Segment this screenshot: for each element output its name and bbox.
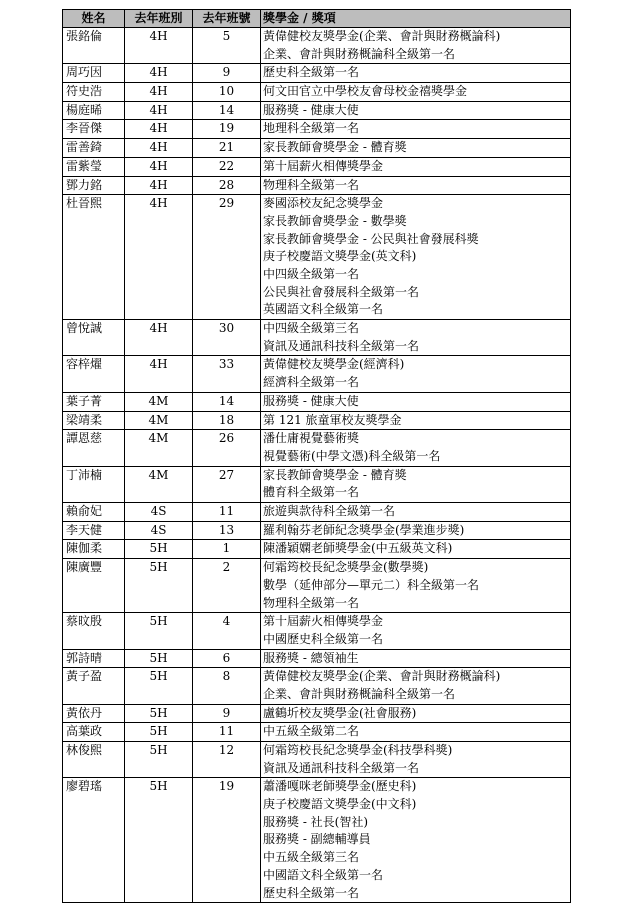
- table-body: [63, 28, 571, 903]
- student-name: 雷善錡: [63, 139, 125, 158]
- last-year-number: 5: [193, 28, 261, 64]
- award-cell: [261, 430, 571, 466]
- award-item: 中國語文科全級第一名: [263, 867, 384, 882]
- award-item: 羅利翰芬老師紀念獎學金(學業進步獎): [263, 522, 465, 537]
- award-item: 英國語文科全級第一名: [263, 302, 384, 317]
- student-name: 陳伽柔: [63, 540, 125, 559]
- table-row: [63, 430, 571, 466]
- award-item: 家長教師會獎學金 - 體育獎: [263, 467, 407, 482]
- award-item: 蕭潘嘎咪老師獎學金(歷史科): [263, 779, 417, 794]
- last-year-class: 4M: [125, 411, 193, 430]
- last-year-class: 5H: [125, 742, 193, 778]
- award-cell: [261, 503, 571, 522]
- award-list-page: [62, 9, 570, 903]
- award-cell: [261, 668, 571, 704]
- award-cell: [261, 157, 571, 176]
- award-item: 服務獎 - 健康大使: [263, 393, 359, 408]
- last-year-number: 19: [193, 778, 261, 903]
- award-item: 第 121 旅童軍校友獎學金: [263, 412, 402, 427]
- award-item: 中五級全級第三名: [263, 850, 360, 865]
- student-name: 賴俞妃: [63, 503, 125, 522]
- award-item: 物理科全級第一名: [263, 595, 360, 610]
- award-cell: [261, 742, 571, 778]
- table-row: [63, 176, 571, 195]
- award-cell: [261, 649, 571, 668]
- last-year-class: 5H: [125, 668, 193, 704]
- award-item: 歷史科全級第一名: [263, 65, 360, 80]
- header-number: 去年班號: [193, 10, 261, 28]
- table-row: [63, 559, 571, 613]
- student-name: 符史浩: [63, 83, 125, 102]
- table-row: [63, 101, 571, 120]
- last-year-class: 5H: [125, 613, 193, 649]
- last-year-number: 14: [193, 101, 261, 120]
- last-year-number: 14: [193, 392, 261, 411]
- award-item: 何文田官立中學校友會母校金禧獎學金: [263, 84, 468, 99]
- last-year-number: 26: [193, 430, 261, 466]
- award-item: 數學（延伸部分—單元二）科全級第一名: [263, 577, 480, 592]
- last-year-number: 22: [193, 157, 261, 176]
- last-year-class: 5H: [125, 540, 193, 559]
- table-row: [63, 28, 571, 64]
- last-year-number: 19: [193, 120, 261, 139]
- last-year-class: 4H: [125, 139, 193, 158]
- last-year-number: 4: [193, 613, 261, 649]
- last-year-class: 5H: [125, 559, 193, 613]
- last-year-number: 29: [193, 195, 261, 320]
- award-item: 盧鶴圻校友獎學金(社會服務): [263, 705, 417, 720]
- last-year-class: 4M: [125, 466, 193, 502]
- table-row: [63, 139, 571, 158]
- award-cell: [261, 540, 571, 559]
- last-year-class: 4H: [125, 195, 193, 320]
- award-item: 黃偉健校友獎學金(企業、會計與財務概論科): [263, 669, 501, 684]
- award-item: 公民與社會發展科全級第一名: [263, 284, 420, 299]
- last-year-class: 4H: [125, 320, 193, 356]
- student-name: 高葉政: [63, 723, 125, 742]
- award-cell: [261, 778, 571, 903]
- student-name: 梁靖柔: [63, 411, 125, 430]
- award-cell: [261, 411, 571, 430]
- last-year-class: 4M: [125, 392, 193, 411]
- award-item: 資訊及通訊科技科全級第一名: [263, 338, 420, 353]
- last-year-class: 5H: [125, 704, 193, 723]
- last-year-class: 4M: [125, 430, 193, 466]
- table-row: [63, 668, 571, 704]
- table-row: [63, 742, 571, 778]
- award-cell: [261, 356, 571, 392]
- last-year-number: 9: [193, 704, 261, 723]
- award-cell: [261, 704, 571, 723]
- award-cell: [261, 195, 571, 320]
- last-year-class: 4H: [125, 356, 193, 392]
- last-year-number: 21: [193, 139, 261, 158]
- last-year-number: 12: [193, 742, 261, 778]
- last-year-number: 2: [193, 559, 261, 613]
- table-row: [63, 320, 571, 356]
- student-name: 曾悅誠: [63, 320, 125, 356]
- last-year-number: 30: [193, 320, 261, 356]
- table-row: [63, 411, 571, 430]
- table-row: [63, 356, 571, 392]
- award-cell: [261, 723, 571, 742]
- table-row: [63, 521, 571, 540]
- last-year-number: 27: [193, 466, 261, 502]
- student-name: 雷紫瑩: [63, 157, 125, 176]
- table-row: [63, 466, 571, 502]
- award-cell: [261, 28, 571, 64]
- last-year-number: 6: [193, 649, 261, 668]
- award-item: 企業、會計與財務概論科全級第一名: [263, 46, 456, 61]
- table-row: [63, 392, 571, 411]
- table-row: [63, 613, 571, 649]
- award-item: 經濟科全級第一名: [263, 375, 360, 390]
- award-item: 何霜筠校長紀念獎學金(科技學科獎): [263, 743, 453, 758]
- last-year-number: 18: [193, 411, 261, 430]
- award-item: 資訊及通訊科技科全級第一名: [263, 760, 420, 775]
- student-name: 林俊熙: [63, 742, 125, 778]
- last-year-class: 4H: [125, 157, 193, 176]
- last-year-number: 8: [193, 668, 261, 704]
- student-name: 廖碧瑤: [63, 778, 125, 903]
- last-year-class: 4H: [125, 83, 193, 102]
- table-row: [63, 157, 571, 176]
- student-name: 張銘倫: [63, 28, 125, 64]
- table-row: [63, 704, 571, 723]
- award-item: 家長教師會獎學金 - 體育獎: [263, 140, 407, 155]
- last-year-class: 4H: [125, 101, 193, 120]
- last-year-class: 5H: [125, 723, 193, 742]
- award-item: 地理科全級第一名: [263, 121, 360, 136]
- student-name: 黃子盈: [63, 668, 125, 704]
- table-row: [63, 120, 571, 139]
- header-class: 去年班別: [125, 10, 193, 28]
- last-year-number: 33: [193, 356, 261, 392]
- award-item: 第十屆薪火相傳獎學金: [263, 614, 384, 629]
- award-cell: [261, 392, 571, 411]
- last-year-number: 10: [193, 83, 261, 102]
- last-year-number: 13: [193, 521, 261, 540]
- student-name: 蔡旼殷: [63, 613, 125, 649]
- student-name: 周巧因: [63, 64, 125, 83]
- award-cell: [261, 466, 571, 502]
- award-item: 中四級全級第一名: [263, 267, 360, 282]
- last-year-class: 4H: [125, 176, 193, 195]
- scholarship-table: [62, 9, 571, 903]
- last-year-number: 28: [193, 176, 261, 195]
- header-award: 獎學金 / 獎項: [261, 10, 571, 28]
- award-cell: [261, 83, 571, 102]
- award-item: 服務獎 - 健康大使: [263, 102, 359, 117]
- student-name: 黃依丹: [63, 704, 125, 723]
- award-item: 物理科全級第一名: [263, 177, 360, 192]
- award-item: 旅遊與款待科全級第一名: [263, 504, 396, 519]
- award-item: 家長教師會獎學金 - 數學獎: [263, 213, 407, 228]
- student-name: 李晉傑: [63, 120, 125, 139]
- student-name: 李天健: [63, 521, 125, 540]
- award-cell: [261, 120, 571, 139]
- last-year-class: 5H: [125, 778, 193, 903]
- last-year-number: 1: [193, 540, 261, 559]
- award-item: 黃偉健校友獎學金(經濟科): [263, 357, 405, 372]
- table-row: [63, 195, 571, 320]
- last-year-class: 4H: [125, 28, 193, 64]
- award-item: 庚子校慶語文獎學金(英文科): [263, 249, 417, 264]
- header-name: 姓名: [63, 10, 125, 28]
- award-item: 潘仕庸視覺藝術獎: [263, 431, 360, 446]
- student-name: 杜晉熙: [63, 195, 125, 320]
- award-item: 服務獎 - 社長(智社): [263, 814, 369, 829]
- last-year-class: 4H: [125, 120, 193, 139]
- award-item: 何霜筠校長紀念獎學金(數學獎): [263, 560, 429, 575]
- last-year-class: 4S: [125, 503, 193, 522]
- award-cell: [261, 176, 571, 195]
- last-year-number: 9: [193, 64, 261, 83]
- award-item: 家長教師會獎學金 - 公民與社會發展科獎: [263, 231, 479, 246]
- award-item: 歷史科全級第一名: [263, 885, 360, 900]
- student-name: 楊庭晞: [63, 101, 125, 120]
- table-row: [63, 649, 571, 668]
- last-year-number: 11: [193, 503, 261, 522]
- student-name: 郭詩晴: [63, 649, 125, 668]
- table-row: [63, 83, 571, 102]
- last-year-class: 4S: [125, 521, 193, 540]
- student-name: 鄧力銘: [63, 176, 125, 195]
- award-item: 黃偉健校友獎學金(企業、會計與財務概論科): [263, 29, 501, 43]
- award-cell: [261, 320, 571, 356]
- award-item: 中國歷史科全級第一名: [263, 631, 384, 646]
- table-row: [63, 503, 571, 522]
- student-name: 葉子菁: [63, 392, 125, 411]
- award-item: 體育科全級第一名: [263, 485, 360, 500]
- award-item: 中五級全級第二名: [263, 724, 360, 739]
- award-cell: [261, 101, 571, 120]
- student-name: 陳廣豐: [63, 559, 125, 613]
- table-row: [63, 64, 571, 83]
- award-cell: [261, 613, 571, 649]
- award-item: 視覺藝術(中學文憑)科全級第一名: [263, 448, 441, 463]
- award-item: 服務獎 - 總領袖生: [263, 650, 359, 665]
- table-header-row: [63, 10, 571, 28]
- award-item: 陳潘穎嫻老師獎學金(中五級英文科): [263, 541, 453, 556]
- award-item: 第十屆薪火相傳獎學金: [263, 158, 384, 173]
- student-name: 容梓燿: [63, 356, 125, 392]
- last-year-class: 4H: [125, 64, 193, 83]
- award-item: 麥國添校友紀念獎學金: [263, 196, 384, 211]
- last-year-number: 11: [193, 723, 261, 742]
- last-year-class: 5H: [125, 649, 193, 668]
- award-cell: [261, 559, 571, 613]
- award-cell: [261, 139, 571, 158]
- award-cell: [261, 521, 571, 540]
- award-item: 服務獎 - 副總輔導員: [263, 832, 371, 847]
- student-name: 丁沛楠: [63, 466, 125, 502]
- student-name: 譚恩慈: [63, 430, 125, 466]
- table-row: [63, 540, 571, 559]
- table-row: [63, 723, 571, 742]
- award-item: 中四級全級第三名: [263, 321, 360, 336]
- award-cell: [261, 64, 571, 83]
- award-item: 企業、會計與財務概論科全級第一名: [263, 686, 456, 701]
- table-row: [63, 778, 571, 903]
- award-item: 庚子校慶語文獎學金(中文科): [263, 797, 417, 812]
